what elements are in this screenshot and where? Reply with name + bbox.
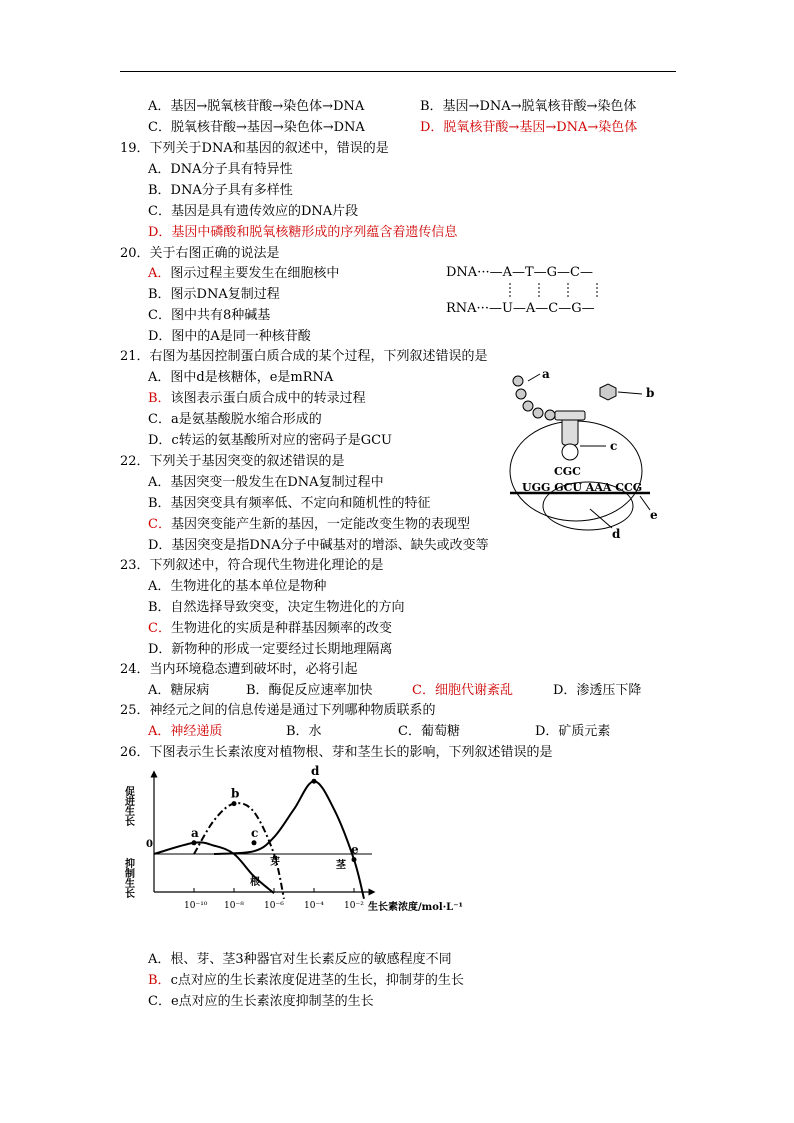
q24-option-d: D．渗透压下降 xyxy=(553,683,642,698)
q26-stem: 26．下图表示生长素浓度对植物根、芽和茎生长的影响，下列叙述错误的是 xyxy=(120,745,553,760)
series-label: 根 xyxy=(250,876,260,888)
rna-strand-label: RNA···—U—A—C—G— xyxy=(446,301,595,316)
peptide-chain xyxy=(513,376,555,420)
x-tick-label: 10⁻² xyxy=(344,901,364,911)
point-label-e: e xyxy=(351,842,359,857)
point-label-c: c xyxy=(251,825,259,840)
series-label: 芽 xyxy=(270,857,280,869)
q24-option-a: A．糖尿病 xyxy=(148,683,210,698)
dna-strand-label: DNA···—A—T—G—C— xyxy=(446,265,593,280)
q19-option-a: A．DNA分子具有特异性 xyxy=(148,162,293,177)
point-d xyxy=(312,779,317,784)
x-tick-label: 10⁻¹⁰ xyxy=(184,901,208,911)
q23-stem: 23．下列叙述中，符合现代生物进化理论的是 xyxy=(120,558,384,573)
q23-option-b: B．自然选择导致突变，决定生物进化的方向 xyxy=(148,600,405,615)
ylabel-promote: 促进生长 xyxy=(122,786,134,826)
q24-option-c: C．细胞代谢紊乱 xyxy=(412,683,513,698)
q25-option-a: A．神经递质 xyxy=(148,724,223,739)
label-e: e xyxy=(650,508,658,522)
dna-rna-pairing-figure xyxy=(440,258,620,320)
trna-shape xyxy=(555,411,585,460)
q21-stem: 21．右图为基因控制蛋白质合成的某个过程，下列叙述错误的是 xyxy=(120,349,488,364)
q26-option-a: A．根、芽、茎3种器官对生长素反应的敏感程度不同 xyxy=(148,952,452,967)
q21-option-b: B．该图表示蛋白质合成中的转录过程 xyxy=(148,391,366,406)
q18-option-c: C．脱氧核苷酸→基因→染色体→DNA xyxy=(148,120,365,135)
q18-option-b: B．基因→DNA→脱氧核苷酸→染色体 xyxy=(420,99,637,114)
q20-option-a: A．图示过程主要发生在细胞核中 xyxy=(148,266,340,281)
auxin-concentration-chart xyxy=(122,764,480,918)
q22-option-a: A．基因突变一般发生在DNA复制过程中 xyxy=(148,475,384,490)
q19-option-c: C．基因是具有遗传效应的DNA片段 xyxy=(148,204,359,219)
point-b xyxy=(232,801,237,806)
point-label-a: a xyxy=(191,825,199,840)
amino-acid-b xyxy=(600,384,616,400)
point-a xyxy=(192,840,197,845)
q22-option-b: B．基因突变具有频率低、不定向和随机性的特征 xyxy=(148,496,431,511)
point-c xyxy=(252,840,257,845)
label-d: d xyxy=(612,527,621,541)
q18-option-d: D．脱氧核苷酸→基因→DNA→染色体 xyxy=(420,120,638,135)
q25-option-d: D．矿质元素 xyxy=(535,724,611,739)
q25-option-b: B．水 xyxy=(286,724,322,739)
x-axis-label: 生长素浓度/mol·L⁻¹ xyxy=(368,902,463,913)
series-label: 茎 xyxy=(336,860,346,871)
q21-option-c: C．a是氨基酸脱水缩合形成的 xyxy=(148,412,322,427)
q25-stem: 25．神经元之间的信息传递是通过下列哪种物质联系的 xyxy=(120,703,436,718)
q20-option-d: D．图中的A是同一种核苷酸 xyxy=(148,329,311,344)
q23-option-c: C．生物进化的实质是种群基因频率的改变 xyxy=(148,621,392,636)
label-a: a xyxy=(542,367,550,381)
q21-option-a: A．图中d是核糖体，e是mRNA xyxy=(148,370,334,385)
q24-stem: 24．当内环境稳态遭到破坏时，必将引起 xyxy=(120,662,358,677)
point-label-d: d xyxy=(311,764,320,779)
label-b: b xyxy=(646,386,655,400)
q20-option-b: B．图示DNA复制过程 xyxy=(148,287,280,302)
x-tick-label: 10⁻⁴ xyxy=(304,901,324,911)
q22-option-c: C．基因突变能产生新的基因，一定能改变生物的表现型 xyxy=(148,517,470,532)
q22-option-d: D．基因突变是指DNA分子中碱基对的增添、缺失或改变等 xyxy=(148,538,489,553)
header-rule xyxy=(120,71,676,72)
zero-label: 0 xyxy=(146,839,153,850)
q26-option-b: B．c点对应的生长素浓度促进茎的生长，抑制芽的生长 xyxy=(148,973,464,988)
ylabel-inhibit: 抑制生长 xyxy=(122,858,134,898)
q23-option-d: D．新物种的形成一定要经过长期地理隔离 xyxy=(148,642,393,657)
translation-figure xyxy=(500,366,670,544)
base-pair-dots xyxy=(510,283,597,298)
q19-option-b: B．DNA分子具有多样性 xyxy=(148,183,293,198)
codons-label: UGG GCU AAA CCG xyxy=(522,481,643,494)
point-e xyxy=(352,857,357,862)
label-c: c xyxy=(610,439,618,453)
point-label-b: b xyxy=(231,786,240,801)
x-tick-label: 10⁻⁶ xyxy=(264,901,284,911)
series-line-芽 xyxy=(194,803,284,899)
q20-stem: 20．关于右图正确的说法是 xyxy=(120,246,280,261)
q19-option-d: D．基因中磷酸和脱氧核糖形成的序列蕴含着遗传信息 xyxy=(148,225,458,240)
q24-option-b: B．酶促反应速率加快 xyxy=(246,683,373,698)
q26-option-c: C．e点对应的生长素浓度抑制茎的生长 xyxy=(148,994,374,1009)
x-tick-label: 10⁻⁸ xyxy=(224,901,244,911)
q19-stem: 19．下列关于DNA和基因的叙述中，错误的是 xyxy=(120,141,389,156)
q21-option-d: D．c转运的氨基酸所对应的密码子是GCU xyxy=(148,433,392,448)
q20-option-c: C．图中共有8种碱基 xyxy=(148,308,271,323)
anticodon-label: CGC xyxy=(554,465,581,478)
q23-option-a: A．生物进化的基本单位是物种 xyxy=(148,579,327,594)
q18-option-a: A．基因→脱氧核苷酸→染色体→DNA xyxy=(148,99,365,114)
q22-stem: 22．下列关于基因突变的叙述错误的是 xyxy=(120,454,345,469)
q25-option-c: C．葡萄糖 xyxy=(398,724,460,739)
